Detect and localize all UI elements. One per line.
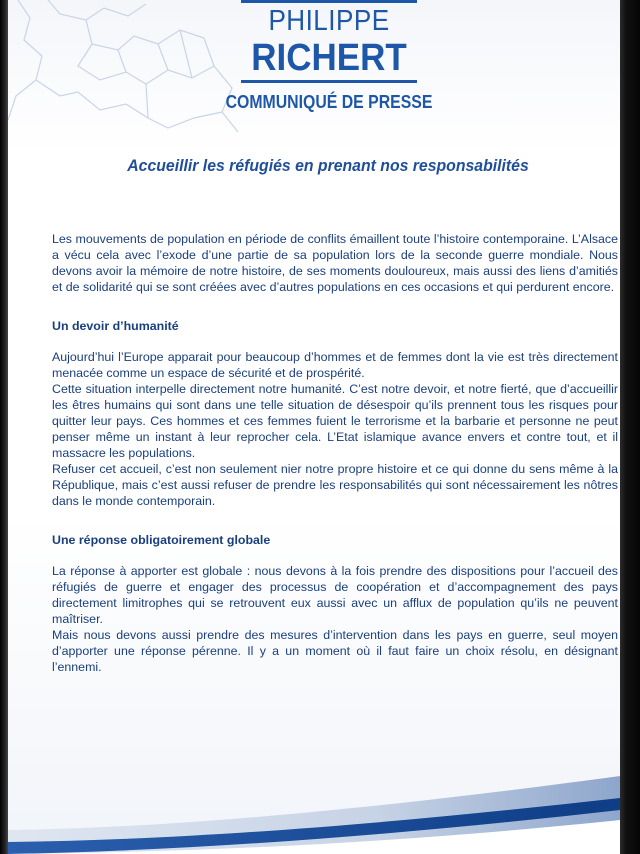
region-map-outline-icon — [8, 0, 248, 140]
paragraph: La réponse à apporter est globale : nous devons à la fois prendre des dispositions pour l’accueil des réfugiés de guerre et engager des processus de coopération et d’accompagnement des pays directement limitrophes qui se retrouvent eux aussi avec un afflux de population qu’ils ne peuvent maîtriser. — [52, 564, 618, 626]
document-title: Accueillir les réfugiés en prenant nos responsabilités — [127, 156, 529, 175]
paragraph: Aujourd’hui l’Europe apparait pour beaucoup d’hommes et de femmes dont la vie est très directement menacée comme un espace de sécurité et de prospérité. — [52, 350, 618, 380]
press-release-page — [8, 0, 620, 854]
section-heading-humanite: Un devoir d’humanité — [52, 319, 179, 333]
logo-last-name: RICHERT — [251, 37, 407, 79]
intro-paragraph: Les mouvements de population en période de conflits émaillent toute l’histoire contemporaine. L’Alsace a vécu cela avec l’exode d’une partie de sa population lors de la seconde guerre mondiale. Nous devons avoir la mémoire de notre histoire, de ses moments douloureux, mais aussi des liens d’amitiés et de solidarité qui se sont créées avec d’autres populations en ces occasions et qui perdurent encore. — [52, 232, 618, 294]
decorative-swoosh-icon — [8, 770, 620, 854]
photo-left-edge — [0, 0, 8, 854]
press-release-label: COMMUNIQUÉ DE PRESSE — [225, 92, 433, 112]
logo-bottom-rule — [241, 80, 417, 83]
section-heading-reponse: Une réponse obligatoirement globale — [52, 533, 271, 547]
photo-right-edge — [620, 0, 640, 854]
paragraph: Refuser cet accueil, c’est non seulement nier notre propre histoire et ce qui donne du sens même à la République, mais c’est aussi refuser de prendre les responsabilités qui sont nécessairement les nôtres dans le monde contemporain. — [52, 462, 618, 508]
document-body — [52, 231, 618, 675]
logo-first-name: PHILIPPE — [268, 5, 390, 37]
paragraph: Cette situation interpelle directement notre humanité. C’est notre devoir, et notre fierté, que d’accueillir les êtres humains qui sont dans une telle situation de désespoir qu’ils prennent tous les risques pour quitter leur pays. Ces hommes et ces femmes fuient le terrorisme et la barbarie et personne ne peut penser même un instant à leur reprocher cela. L’Etat islamique avance envers et contre tout, et il massacre les populations. — [52, 382, 618, 460]
paragraph: Mais nous devons aussi prendre des mesures d’intervention dans les pays en guerre, seul moyen d’apporter une réponse pérenne. Il y a un moment où il faut faire un choix résolu, en désignant l’ennemi. — [52, 628, 618, 674]
